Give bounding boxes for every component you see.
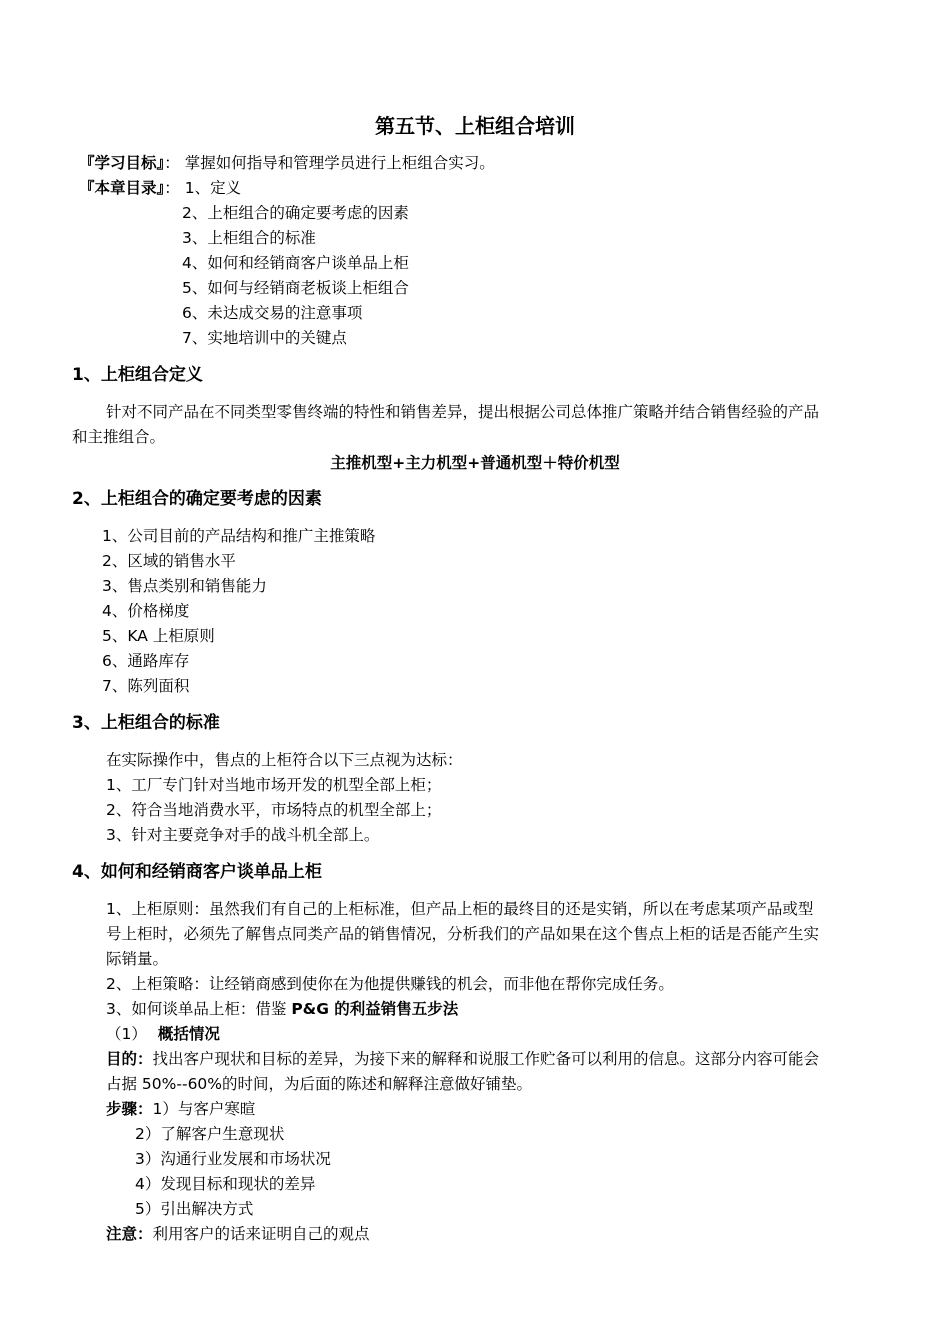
step-1: 1）与客户寒暄 [152, 1100, 256, 1118]
section-4-p3 [106, 998, 458, 1020]
goal-text: 掌握如何指导和管理学员进行上柜组合实习。 [184, 154, 495, 172]
section-1-formula: 主推机型+主力机型+普通机型＋特价机型 [330, 454, 620, 472]
purpose-text-1: 找出客户现状和目标的差异，为接下来的解释和说服工作贮备可以利用的信息。这部分内容可能会 [152, 1050, 820, 1068]
section-4-heading: 4、如何和经销商客户谈单品上柜 [72, 862, 322, 882]
section-3-item-2: 2、符合当地消费水平，市场特点的机型全部上； [106, 801, 442, 819]
toc-item-5: 5、如何与经销商老板谈上柜组合 [182, 279, 409, 297]
section-4-p3-bold: P&G 的利益销售五步法 [291, 1000, 459, 1018]
page-title: 第五节、上柜组合培训 [375, 114, 575, 138]
steps-line-1 [106, 1098, 255, 1120]
note-label: 注意： [106, 1225, 153, 1243]
goal-label: 『学习目标』 [79, 154, 165, 172]
section-2-item-6: 6、通路库存 [102, 652, 190, 670]
section-3-item-1: 1、工厂专门针对当地市场开发的机型全部上柜； [106, 776, 442, 794]
toc-line [79, 177, 241, 199]
step-3: 3）沟通行业发展和市场状况 [135, 1150, 331, 1168]
sub-title: 概括情况 [157, 1025, 220, 1043]
toc-sep: ： [164, 179, 180, 197]
purpose-line-1 [106, 1048, 819, 1070]
section-2-item-2: 2、区域的销售水平 [102, 552, 236, 570]
section-2-item-5: 5、KA 上柜原则 [102, 627, 215, 645]
purpose-line-2: 占据 50%--60%的时间，为后面的陈述和解释注意做好铺垫。 [106, 1075, 533, 1093]
section-2-item-7: 7、陈列面积 [102, 677, 190, 695]
section-4-p1-line-1: 1、上柜原则：虽然我们有自己的上柜标准，但产品上柜的最终目的还是实销，所以在考虑某项产品或型 [106, 900, 814, 918]
toc-item-7: 7、实地培训中的关键点 [182, 329, 347, 347]
section-4-p2: 2、上柜策略：让经销商感到使你在为他提供赚钱的机会，而非他在帮你完成任务。 [106, 975, 674, 993]
section-1-heading: 1、上柜组合定义 [72, 365, 203, 385]
section-2-heading: 2、上柜组合的确定要考虑的因素 [72, 489, 322, 509]
toc-label: 『本章目录』 [79, 179, 165, 197]
step-4: 4）发现目标和现状的差异 [135, 1175, 316, 1193]
step-2: 2）了解客户生意现状 [135, 1125, 285, 1143]
toc-item-1: 1、定义 [184, 179, 242, 197]
section-4-subheading [106, 1023, 220, 1045]
toc-item-2: 2、上柜组合的确定要考虑的因素 [182, 204, 409, 222]
toc-item-4: 4、如何和经销商客户谈单品上柜 [182, 254, 409, 272]
section-3-heading: 3、上柜组合的标准 [72, 713, 220, 733]
section-4-p3-prefix: 3、如何谈单品上柜：借鉴 [106, 1000, 287, 1018]
toc-item-3: 3、上柜组合的标准 [182, 229, 316, 247]
steps-label: 步骤： [106, 1100, 153, 1118]
toc-item-6: 6、未达成交易的注意事项 [182, 304, 363, 322]
sub-number: （1） [106, 1025, 147, 1043]
section-1-para-line-2: 和主推组合。 [72, 428, 166, 446]
purpose-label: 目的： [106, 1050, 153, 1068]
section-3-intro: 在实际操作中，售点的上柜符合以下三点视为达标： [106, 751, 463, 769]
goal-line [79, 152, 495, 174]
section-2-item-3: 3、售点类别和销售能力 [102, 577, 267, 595]
note-line [106, 1223, 370, 1245]
note-text: 利用客户的话来证明自己的观点 [152, 1225, 370, 1243]
section-4-p1-line-3: 际销量。 [106, 950, 169, 968]
section-2-item-1: 1、公司目前的产品结构和推广主推策略 [102, 527, 376, 545]
section-2-item-4: 4、价格梯度 [102, 602, 190, 620]
section-3-item-3: 3、针对主要竞争对手的战斗机全部上。 [106, 826, 380, 844]
goal-sep: ： [164, 154, 180, 172]
section-1-para-line-1: 针对不同产品在不同类型零售终端的特性和销售差异，提出根据公司总体推广策略并结合销售经验的产品 [106, 403, 820, 421]
section-4-p1-line-2: 号上柜时，必须先了解售点同类产品的销售情况，分析我们的产品如果在这个售点上柜的话是否能产生实 [106, 925, 820, 943]
step-5: 5）引出解决方式 [135, 1200, 254, 1218]
